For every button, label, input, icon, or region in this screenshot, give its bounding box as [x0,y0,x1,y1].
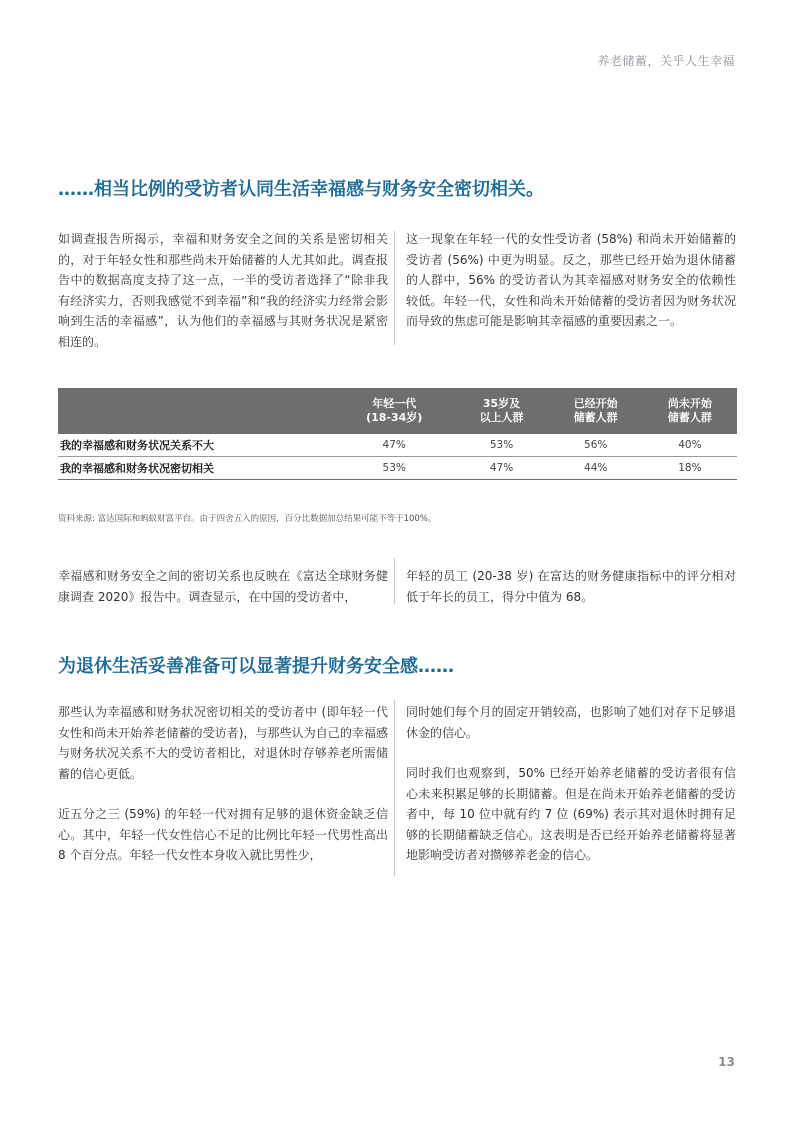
table-cell: 47% [334,434,454,457]
section2-right-column [406,566,736,627]
column-header-not-saving: 尚未开始 储蓄人群 [643,388,737,434]
section1-left-column [58,229,388,372]
section-heading-retirement: 为退休生活妥善准备可以显著提升财务安全感…… [58,656,454,677]
table-cell: 44% [549,457,643,480]
paragraph: 如调查报告所揭示，幸福和财务安全之间的关系是密切相关的，对于年轻女性和那些尚未开始储蓄的人尤其如此。调查报告中的数据高度支持了这一点，一半的受访者选择了“除非我有经济实力，否则我感觉不到幸福”和“我的经济实力经常会影响到生活的幸福感”，认为他们的幸福感与其财务状况是紧密相连的。 [58,232,388,349]
page-number: 13 [718,1055,735,1069]
table-corner-cell [58,388,334,434]
paragraph: 幸福感和财务安全之间的密切关系也反映在《富达全球财务健康调查 2020》报告中。调查显示，在中国的受访者中， [58,569,388,604]
table-header-row [58,388,737,434]
column-divider [394,231,395,345]
table-cell: 56% [549,434,643,457]
table-cell: 18% [643,457,737,480]
table-cell: 53% [334,457,454,480]
paragraph: 同时她们每个月的固定开销较高，也影响了她们对存下足够退休金的信心。 [406,705,736,740]
section1-right-column [406,229,736,352]
row-label: 我的幸福感和财务状况密切相关 [58,457,334,480]
table-row [58,457,737,480]
table-cell: 47% [454,457,548,480]
row-label: 我的幸福感和财务状况关系不大 [58,434,334,457]
table-row [58,434,737,457]
paragraph: 同时我们也观察到，50% 已经开始养老储蓄的受访者很有信心未来积累足够的长期储蓄。但是在尚未开始养老储蓄的受访者中，每 10 位中就有约 7 位 (69%) 表示其对退休时拥有足够的长期储蓄缺乏信心。这表明是否已经开始养老储蓄将显著地影响受访者对攒够养老金的信心。 [406,766,736,862]
paragraph: 近五分之三 (59%) 的年轻一代对拥有足够的退休资金缺乏信心。其中，年轻一代女性信心不足的比例比年轻一代男性高出 8 个百分点。年轻一代女性本身收入就比男性少， [58,807,388,862]
source-note: 资料来源: 富达国际和蚂蚁财富平台。由于四舍五入的原因，百分比数据加总结果可能不等于100%。 [58,514,437,524]
paragraph: 年轻的员工 (20-38 岁) 在富达的财务健康指标中的评分相对低于年长的员工，得分中值为 68。 [406,569,736,604]
section3-right-column [406,702,736,886]
column-header-saving: 已经开始 储蓄人群 [549,388,643,434]
section-heading-wellbeing: ……相当比例的受访者认同生活幸福感与财务安全密切相关。 [58,179,544,200]
column-divider [394,700,395,876]
column-divider [394,558,395,604]
section3-left-column [58,702,388,886]
column-header-young: 年轻一代 (18-34岁) [334,388,454,434]
paragraph: 那些认为幸福感和财务状况密切相关的受访者中 (即年轻一代女性和尚未开始养老储蓄的受访者)，与那些认为自己的幸福感与财务状况关系不大的受访者相比，对退休时存够养老所需储蓄的信心更低。 [58,705,388,781]
table-cell: 40% [643,434,737,457]
paragraph: 这一现象在年轻一代的女性受访者 (58%) 和尚未开始储蓄的受访者 (56%) 中更为明显。反之，那些已经开始为退休储蓄的人群中，56% 的受访者认为其幸福感对财务安全的依赖性较低。年轻一代，女性和尚未开始储蓄的受访者因为财务状况而导致的焦虑可能是影响其幸福感的重要因素之一。 [406,232,736,328]
column-header-35-plus: 35岁及 以上人群 [454,388,548,434]
running-header: 养老储蓄，关乎人生幸福 [597,54,735,68]
section2-left-column [58,566,388,627]
survey-results-table [58,388,737,480]
table-cell: 53% [454,434,548,457]
